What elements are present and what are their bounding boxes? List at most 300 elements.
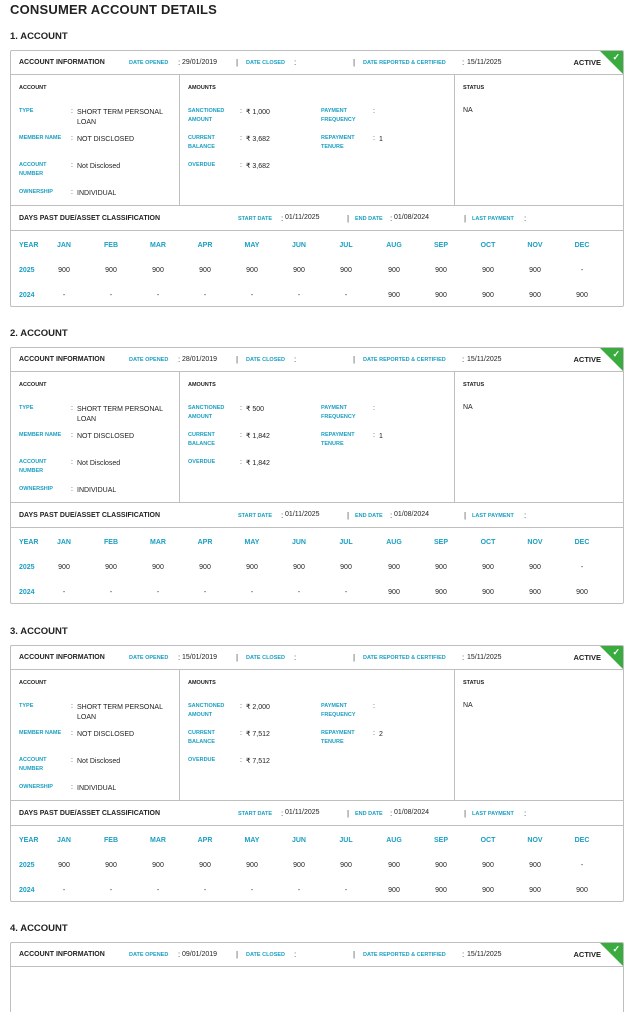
colon: : bbox=[240, 432, 242, 439]
colon: : bbox=[462, 355, 465, 364]
start-date-value: 01/11/2025 bbox=[285, 214, 320, 221]
account-information-title: ACCOUNT INFORMATION bbox=[19, 59, 105, 66]
type-value: SHORT TERM PERSONAL LOAN bbox=[77, 109, 163, 126]
month-header: NOV bbox=[527, 539, 543, 546]
check-icon: ✓ bbox=[612, 944, 620, 954]
account-information-bar bbox=[11, 51, 623, 75]
type-label: TYPE bbox=[19, 108, 34, 114]
account-column-title: ACCOUNT bbox=[19, 85, 47, 91]
colon: : bbox=[71, 459, 73, 466]
colon: : bbox=[71, 135, 73, 142]
colon: : bbox=[281, 809, 284, 818]
dpd-cell: 900 bbox=[482, 292, 494, 299]
account-information-title: ACCOUNT INFORMATION bbox=[19, 356, 105, 363]
colon: : bbox=[178, 950, 181, 959]
colon: : bbox=[373, 703, 375, 710]
repayment-tenure-value: 1 bbox=[379, 136, 383, 143]
member-name-value: NOT DISCLOSED bbox=[77, 731, 135, 738]
dpd-cell: 900 bbox=[529, 564, 541, 571]
repayment-tenure-label: REPAYMENT TENURE bbox=[321, 730, 355, 745]
account-card bbox=[10, 645, 624, 902]
dpd-cell: 900 bbox=[435, 292, 447, 299]
colon: : bbox=[373, 135, 375, 142]
type-value: SHORT TERM PERSONAL LOAN bbox=[77, 704, 163, 721]
last-payment-label: LAST PAYMENT bbox=[472, 216, 514, 222]
account-information-bar bbox=[11, 646, 623, 670]
dpd-cell: 900 bbox=[199, 564, 211, 571]
dpd-cell: 900 bbox=[199, 267, 211, 274]
colon: : bbox=[71, 162, 73, 169]
account-number-value: Not Disclosed bbox=[77, 758, 121, 765]
account-card bbox=[10, 347, 624, 604]
last-payment-label: LAST PAYMENT bbox=[472, 811, 514, 817]
overdue-value: ₹ 3,682 bbox=[246, 163, 270, 170]
ownership-label: OWNERSHIP bbox=[19, 784, 53, 790]
dpd-cell: - bbox=[250, 887, 254, 894]
dpd-cell: 900 bbox=[105, 267, 117, 274]
month-header: JUN bbox=[291, 837, 306, 844]
year-column-header: YEAR bbox=[19, 539, 39, 546]
date-reported-label: DATE REPORTED & CERTIFIED bbox=[363, 60, 446, 66]
colon: : bbox=[294, 355, 297, 364]
dpd-cell: 900 bbox=[529, 862, 541, 869]
date-opened-label: DATE OPENED bbox=[129, 357, 169, 363]
account-information-bar bbox=[11, 943, 623, 967]
status-badge: ACTIVE bbox=[573, 58, 601, 67]
colon: : bbox=[178, 653, 181, 662]
month-header: FEB bbox=[104, 242, 118, 249]
separator: | bbox=[353, 950, 356, 959]
colon: : bbox=[178, 355, 181, 364]
colon: : bbox=[390, 214, 393, 223]
month-header: JUL bbox=[339, 539, 353, 546]
dpd-grid bbox=[11, 826, 623, 901]
account-column bbox=[11, 75, 180, 206]
colon: : bbox=[71, 703, 73, 710]
month-header: JUN bbox=[291, 242, 306, 249]
repayment-tenure-label: REPAYMENT TENURE bbox=[321, 432, 355, 447]
colon: : bbox=[281, 214, 284, 223]
dpd-cell: 900 bbox=[246, 267, 258, 274]
dpd-cell: 900 bbox=[576, 589, 588, 596]
separator: | bbox=[236, 58, 239, 67]
dpd-cell: 900 bbox=[482, 564, 494, 571]
current-balance-label: CURRENT BALANCE bbox=[188, 730, 215, 745]
overdue-label: OVERDUE bbox=[188, 757, 216, 763]
dpd-cell: 900 bbox=[576, 292, 588, 299]
status-column bbox=[455, 75, 624, 206]
month-header: SEP bbox=[433, 539, 448, 546]
ownership-label: OWNERSHIP bbox=[19, 189, 53, 195]
dpd-cell: 900 bbox=[435, 887, 447, 894]
date-closed-label: DATE CLOSED bbox=[246, 655, 286, 661]
colon: : bbox=[71, 108, 73, 115]
dpd-cell: 900 bbox=[482, 887, 494, 894]
dpd-cell: - bbox=[580, 862, 584, 869]
date-reported-value: 15/11/2025 bbox=[467, 356, 502, 363]
colon: : bbox=[71, 432, 73, 439]
sanctioned-amount-label: SANCTIONED AMOUNT bbox=[188, 405, 225, 420]
dpd-cell: - bbox=[203, 292, 207, 299]
overdue-label: OVERDUE bbox=[188, 459, 216, 465]
status-badge: ACTIVE bbox=[573, 355, 601, 364]
separator: | bbox=[353, 355, 356, 364]
month-header: JAN bbox=[56, 837, 71, 844]
dpd-bar bbox=[11, 801, 623, 826]
month-header: OCT bbox=[480, 539, 496, 546]
month-header: DEC bbox=[574, 242, 590, 249]
month-header: JUN bbox=[291, 539, 306, 546]
dpd-cell: 900 bbox=[58, 564, 70, 571]
account-heading: 3. ACCOUNT bbox=[10, 626, 68, 637]
colon: : bbox=[178, 58, 181, 67]
colon: : bbox=[462, 653, 465, 662]
account-column bbox=[11, 372, 180, 503]
member-name-label: MEMBER NAME bbox=[19, 432, 62, 438]
date-reported-label: DATE REPORTED & CERTIFIED bbox=[363, 952, 446, 958]
current-balance-label: CURRENT BALANCE bbox=[188, 432, 215, 447]
year-label: 2025 bbox=[19, 564, 35, 571]
sanctioned-amount-value: ₹ 2,000 bbox=[246, 704, 270, 711]
status-value: NA bbox=[463, 702, 473, 709]
payment-frequency-label: PAYMENT FREQUENCY bbox=[321, 703, 356, 718]
amounts-column bbox=[180, 670, 455, 801]
colon: : bbox=[462, 950, 465, 959]
member-name-label: MEMBER NAME bbox=[19, 730, 62, 736]
year-label: 2024 bbox=[19, 292, 35, 299]
date-opened-value: 09/01/2019 bbox=[182, 951, 218, 958]
dpd-cell: - bbox=[62, 292, 66, 299]
dpd-cell: - bbox=[297, 292, 301, 299]
colon: : bbox=[294, 653, 297, 662]
colon: : bbox=[390, 511, 393, 520]
dpd-bar bbox=[11, 206, 623, 231]
dpd-cell: - bbox=[62, 887, 66, 894]
year-label: 2025 bbox=[19, 862, 35, 869]
type-label: TYPE bbox=[19, 405, 34, 411]
dpd-cell: 900 bbox=[58, 267, 70, 274]
status-value: NA bbox=[463, 107, 473, 114]
month-header: JAN bbox=[56, 539, 71, 546]
sanctioned-amount-label: SANCTIONED AMOUNT bbox=[188, 703, 225, 718]
amounts-column bbox=[180, 372, 455, 503]
date-opened-value: 28/01/2019 bbox=[182, 356, 218, 363]
dpd-cell: - bbox=[156, 292, 160, 299]
dpd-cell: 900 bbox=[388, 292, 400, 299]
dpd-cell: - bbox=[156, 589, 160, 596]
date-opened-label: DATE OPENED bbox=[129, 655, 169, 661]
dpd-cell: - bbox=[344, 589, 348, 596]
status-column bbox=[455, 372, 624, 503]
dpd-cell: 900 bbox=[105, 564, 117, 571]
separator: | bbox=[347, 214, 350, 223]
colon: : bbox=[462, 58, 465, 67]
dpd-bar bbox=[11, 503, 623, 528]
colon: : bbox=[71, 784, 73, 791]
start-date-value: 01/11/2025 bbox=[285, 511, 320, 518]
date-closed-label: DATE CLOSED bbox=[246, 357, 286, 363]
overdue-value: ₹ 1,842 bbox=[246, 460, 270, 467]
date-closed-label: DATE CLOSED bbox=[246, 60, 286, 66]
dpd-cell: 900 bbox=[388, 564, 400, 571]
colon: : bbox=[524, 214, 527, 223]
start-date-label: START DATE bbox=[238, 811, 273, 817]
dpd-cell: 900 bbox=[529, 267, 541, 274]
month-header: SEP bbox=[433, 837, 448, 844]
separator: | bbox=[464, 214, 467, 223]
repayment-tenure-value: 2 bbox=[379, 731, 383, 738]
separator: | bbox=[353, 58, 356, 67]
colon: : bbox=[373, 730, 375, 737]
month-header: MAY bbox=[244, 242, 260, 249]
colon: : bbox=[240, 405, 242, 412]
separator: | bbox=[353, 653, 356, 662]
last-payment-label: LAST PAYMENT bbox=[472, 513, 514, 519]
ownership-value: INDIVIDUAL bbox=[77, 190, 117, 197]
member-name-value: NOT DISCLOSED bbox=[77, 433, 135, 440]
date-reported-value: 15/11/2025 bbox=[467, 654, 502, 661]
current-balance-value: ₹ 7,512 bbox=[246, 731, 270, 738]
start-date-label: START DATE bbox=[238, 216, 273, 222]
dpd-title: DAYS PAST DUE/ASSET CLASSIFICATION bbox=[19, 215, 161, 222]
date-opened-label: DATE OPENED bbox=[129, 60, 169, 66]
dpd-cell: 900 bbox=[529, 292, 541, 299]
end-date-value: 01/08/2024 bbox=[394, 809, 430, 816]
status-column-title: STATUS bbox=[463, 680, 485, 686]
account-number-value: Not Disclosed bbox=[77, 163, 121, 170]
member-name-value: NOT DISCLOSED bbox=[77, 136, 135, 143]
current-balance-value: ₹ 1,842 bbox=[246, 433, 270, 440]
sanctioned-amount-value: ₹ 500 bbox=[246, 406, 265, 413]
separator: | bbox=[236, 355, 239, 364]
date-opened-value: 29/01/2019 bbox=[182, 59, 218, 66]
month-header: AUG bbox=[386, 539, 402, 546]
dpd-cell: - bbox=[344, 887, 348, 894]
current-balance-value: ₹ 3,682 bbox=[246, 136, 270, 143]
month-header: NOV bbox=[527, 837, 543, 844]
dpd-cell: - bbox=[109, 887, 113, 894]
month-header: DEC bbox=[574, 539, 590, 546]
dpd-cell: 900 bbox=[435, 564, 447, 571]
overdue-value: ₹ 7,512 bbox=[246, 758, 270, 765]
check-icon: ✓ bbox=[612, 647, 620, 657]
separator: | bbox=[464, 809, 467, 818]
account-column-title: ACCOUNT bbox=[19, 680, 47, 686]
dpd-cell: 900 bbox=[388, 887, 400, 894]
month-header: FEB bbox=[104, 539, 118, 546]
account-card bbox=[10, 942, 624, 1012]
dpd-cell: 900 bbox=[388, 862, 400, 869]
dpd-cell: - bbox=[203, 887, 207, 894]
month-header: JUL bbox=[339, 242, 353, 249]
account-heading: 4. ACCOUNT bbox=[10, 923, 68, 934]
month-header: MAY bbox=[244, 539, 260, 546]
month-header: APR bbox=[197, 539, 213, 546]
end-date-value: 01/08/2024 bbox=[394, 214, 430, 221]
colon: : bbox=[240, 459, 242, 466]
month-header: AUG bbox=[386, 242, 402, 249]
dpd-cell: 900 bbox=[435, 267, 447, 274]
sanctioned-amount-label: SANCTIONED AMOUNT bbox=[188, 108, 225, 123]
year-column-header: YEAR bbox=[19, 837, 39, 844]
dpd-cell: - bbox=[203, 589, 207, 596]
account-column bbox=[11, 670, 180, 801]
colon: : bbox=[240, 730, 242, 737]
member-name-label: MEMBER NAME bbox=[19, 135, 62, 141]
month-header: MAY bbox=[244, 837, 260, 844]
dpd-cell: 900 bbox=[293, 862, 305, 869]
dpd-grid bbox=[11, 231, 623, 306]
month-header: DEC bbox=[574, 837, 590, 844]
month-header: AUG bbox=[386, 837, 402, 844]
colon: : bbox=[71, 189, 73, 196]
month-header: MAR bbox=[150, 539, 166, 546]
dpd-cell: - bbox=[250, 292, 254, 299]
end-date-value: 01/08/2024 bbox=[394, 511, 430, 518]
year-label: 2025 bbox=[19, 267, 35, 274]
dpd-cell: 900 bbox=[105, 862, 117, 869]
dpd-cell: 900 bbox=[152, 564, 164, 571]
dpd-title: DAYS PAST DUE/ASSET CLASSIFICATION bbox=[19, 810, 161, 817]
account-heading: 2. ACCOUNT bbox=[10, 328, 68, 339]
dpd-cell: 900 bbox=[529, 887, 541, 894]
account-details bbox=[11, 372, 623, 503]
colon: : bbox=[373, 405, 375, 412]
separator: | bbox=[236, 950, 239, 959]
month-header: NOV bbox=[527, 242, 543, 249]
status-column-title: STATUS bbox=[463, 382, 485, 388]
date-closed-label: DATE CLOSED bbox=[246, 952, 286, 958]
colon: : bbox=[281, 511, 284, 520]
account-details bbox=[11, 75, 623, 206]
dpd-cell: 900 bbox=[388, 267, 400, 274]
dpd-cell: - bbox=[580, 564, 584, 571]
colon: : bbox=[373, 108, 375, 115]
separator: | bbox=[464, 511, 467, 520]
date-reported-value: 15/11/2025 bbox=[467, 951, 502, 958]
dpd-cell: 900 bbox=[435, 589, 447, 596]
dpd-cell: 900 bbox=[246, 564, 258, 571]
colon: : bbox=[524, 809, 527, 818]
colon: : bbox=[71, 757, 73, 764]
dpd-cell: 900 bbox=[246, 862, 258, 869]
amounts-column-title: AMOUNTS bbox=[188, 382, 216, 388]
dpd-cell: - bbox=[62, 589, 66, 596]
start-date-label: START DATE bbox=[238, 513, 273, 519]
colon: : bbox=[71, 486, 73, 493]
date-reported-label: DATE REPORTED & CERTIFIED bbox=[363, 357, 446, 363]
account-number-value: Not Disclosed bbox=[77, 460, 121, 467]
dpd-cell: 900 bbox=[152, 862, 164, 869]
colon: : bbox=[240, 703, 242, 710]
date-opened-value: 15/01/2019 bbox=[182, 654, 218, 661]
status-column bbox=[455, 670, 624, 801]
repayment-tenure-label: REPAYMENT TENURE bbox=[321, 135, 355, 150]
colon: : bbox=[240, 108, 242, 115]
start-date-value: 01/11/2025 bbox=[285, 809, 320, 816]
dpd-cell: - bbox=[109, 589, 113, 596]
colon: : bbox=[373, 432, 375, 439]
payment-frequency-label: PAYMENT FREQUENCY bbox=[321, 108, 356, 123]
check-icon: ✓ bbox=[612, 52, 620, 62]
ownership-label: OWNERSHIP bbox=[19, 486, 53, 492]
date-reported-value: 15/11/2025 bbox=[467, 59, 502, 66]
dpd-cell: - bbox=[344, 292, 348, 299]
payment-frequency-label: PAYMENT FREQUENCY bbox=[321, 405, 356, 420]
overdue-label: OVERDUE bbox=[188, 162, 216, 168]
account-details bbox=[11, 967, 623, 1012]
dpd-cell: 900 bbox=[388, 589, 400, 596]
month-header: MAR bbox=[150, 837, 166, 844]
separator: | bbox=[347, 809, 350, 818]
dpd-cell: - bbox=[297, 887, 301, 894]
month-header: OCT bbox=[480, 242, 496, 249]
colon: : bbox=[294, 58, 297, 67]
month-header: SEP bbox=[433, 242, 448, 249]
dpd-cell: 900 bbox=[58, 862, 70, 869]
account-information-title: ACCOUNT INFORMATION bbox=[19, 654, 105, 661]
repayment-tenure-value: 1 bbox=[379, 433, 383, 440]
month-header: JAN bbox=[56, 242, 71, 249]
account-number-label: ACCOUNT NUMBER bbox=[19, 162, 47, 177]
month-header: MAR bbox=[150, 242, 166, 249]
status-badge: ACTIVE bbox=[573, 950, 601, 959]
dpd-cell: 900 bbox=[482, 862, 494, 869]
month-header: APR bbox=[197, 837, 213, 844]
year-label: 2024 bbox=[19, 887, 35, 894]
account-column-title: ACCOUNT bbox=[19, 382, 47, 388]
account-information-title: ACCOUNT INFORMATION bbox=[19, 951, 105, 958]
colon: : bbox=[240, 757, 242, 764]
dpd-cell: 900 bbox=[293, 564, 305, 571]
dpd-cell: 900 bbox=[199, 862, 211, 869]
month-header: OCT bbox=[480, 837, 496, 844]
year-label: 2024 bbox=[19, 589, 35, 596]
date-reported-label: DATE REPORTED & CERTIFIED bbox=[363, 655, 446, 661]
account-information-bar bbox=[11, 348, 623, 372]
page-title: CONSUMER ACCOUNT DETAILS bbox=[10, 2, 218, 17]
dpd-cell: 900 bbox=[293, 267, 305, 274]
colon: : bbox=[294, 950, 297, 959]
type-label: TYPE bbox=[19, 703, 34, 709]
dpd-grid bbox=[11, 528, 623, 603]
dpd-title: DAYS PAST DUE/ASSET CLASSIFICATION bbox=[19, 512, 161, 519]
account-number-label: ACCOUNT NUMBER bbox=[19, 459, 47, 474]
amounts-column-title: AMOUNTS bbox=[188, 85, 216, 91]
month-header: APR bbox=[197, 242, 213, 249]
status-badge: ACTIVE bbox=[573, 653, 601, 662]
dpd-cell: - bbox=[297, 589, 301, 596]
dpd-cell: 900 bbox=[576, 887, 588, 894]
status-column-title: STATUS bbox=[463, 85, 485, 91]
end-date-label: END DATE bbox=[355, 216, 383, 222]
dpd-cell: - bbox=[580, 267, 584, 274]
month-header: JUL bbox=[339, 837, 353, 844]
account-card bbox=[10, 50, 624, 307]
ownership-value: INDIVIDUAL bbox=[77, 785, 117, 792]
type-value: SHORT TERM PERSONAL LOAN bbox=[77, 406, 163, 423]
dpd-cell: - bbox=[156, 887, 160, 894]
end-date-label: END DATE bbox=[355, 811, 383, 817]
dpd-cell: 900 bbox=[482, 267, 494, 274]
ownership-value: INDIVIDUAL bbox=[77, 487, 117, 494]
dpd-cell: - bbox=[250, 589, 254, 596]
check-icon: ✓ bbox=[612, 349, 620, 359]
year-column-header: YEAR bbox=[19, 242, 39, 249]
current-balance-label: CURRENT BALANCE bbox=[188, 135, 215, 150]
colon: : bbox=[71, 405, 73, 412]
account-details bbox=[11, 670, 623, 801]
